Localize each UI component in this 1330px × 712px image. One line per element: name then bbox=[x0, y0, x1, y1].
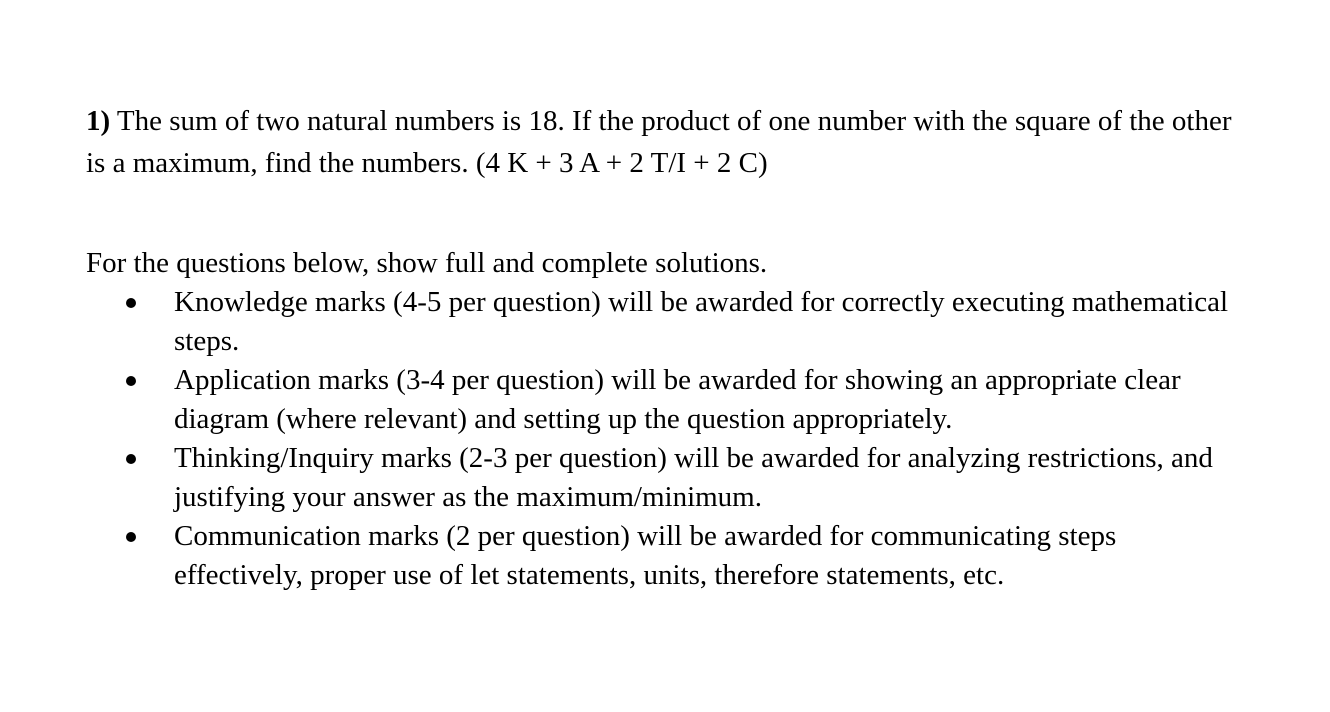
instructions-intro: For the questions below, show full and complete solutions. bbox=[86, 247, 768, 279]
bullet-icon bbox=[126, 298, 136, 308]
rubric-item-thinking-inquiry bbox=[86, 439, 1246, 517]
rubric-item-text: Application marks (3-4 per question) will be awarded for showing an appropriate clear diagram (where relevant) and setting up the question appropriately. bbox=[174, 364, 1181, 435]
rubric-item-communication bbox=[86, 517, 1246, 595]
rubric-item-text: Communication marks (2 per question) will be awarded for communicating steps effectively, proper use of let statements, units, therefore statements, etc. bbox=[174, 520, 1117, 591]
rubric-item-text: Knowledge marks (4-5 per question) will be awarded for correctly executing mathematical steps. bbox=[174, 286, 1229, 357]
rubric-item-text: Thinking/Inquiry marks (2-3 per question) will be awarded for analyzing restrictions, and justifying your answer as the maximum/minimum. bbox=[174, 442, 1213, 513]
bullet-icon bbox=[126, 454, 136, 464]
rubric-item-knowledge bbox=[86, 283, 1246, 361]
question-text: The sum of two natural numbers is 18. If the product of one number with the square of the other is a maximum, find the numbers. (4 K + 3 A + 2 T/I + 2 C) bbox=[86, 105, 1232, 179]
marking-rubric-list bbox=[86, 283, 1246, 595]
bullet-icon bbox=[126, 376, 136, 386]
question-number: 1) bbox=[86, 105, 111, 137]
bullet-icon bbox=[126, 532, 136, 542]
rubric-item-application bbox=[86, 361, 1246, 439]
question-1 bbox=[86, 100, 1256, 184]
